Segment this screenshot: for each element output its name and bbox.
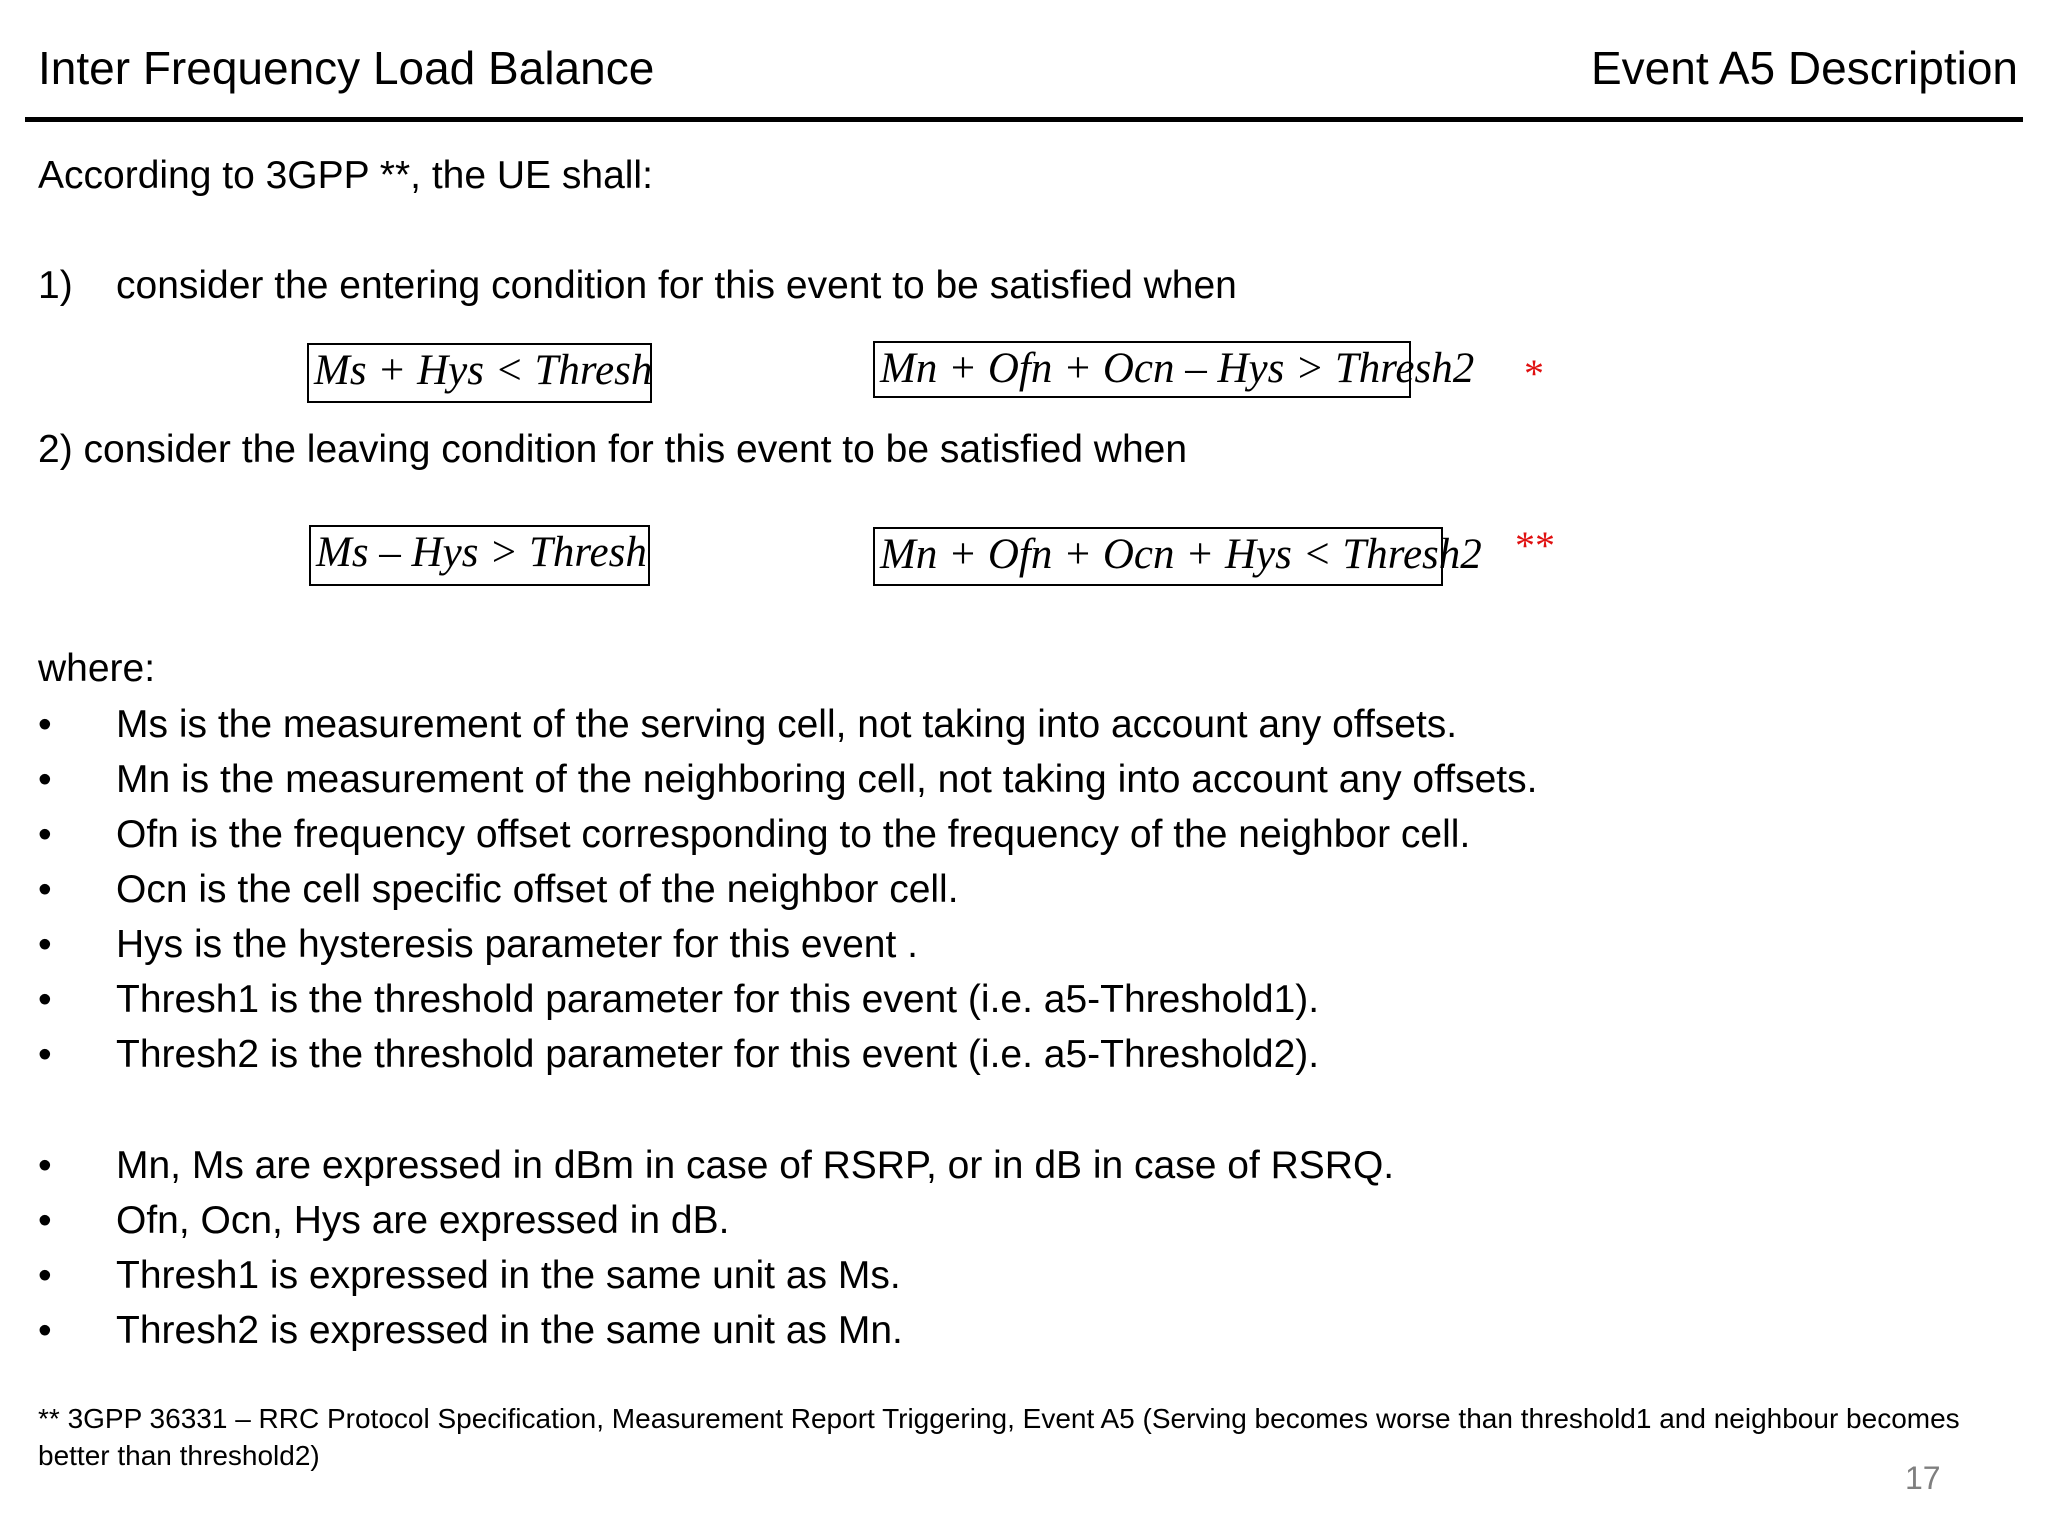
bullet-glyph: • [38,813,52,856]
list-item: • Thresh2 is the threshold parameter for this event (i.e. a5-Threshold2). [38,1027,1537,1082]
list-item: • Mn, Ms are expressed in dBm in case of RSRP, or in dB in case of RSRQ. [38,1138,1394,1193]
step-1-text: consider the entering condition for this event to be satisfied when [116,264,1237,307]
list-item: • Ms is the measurement of the serving cell, not taking into account any offsets. [38,697,1537,752]
page-number: 17 [1905,1460,1941,1496]
list-item: • Mn is the measurement of the neighboring cell, not taking into account any offsets. [38,752,1537,807]
definitions-list [38,697,1537,1082]
slide-title: Inter Frequency Load Balance [38,42,655,94]
list-item: • Ofn is the frequency offset corresponding to the frequency of the neighbor cell. [38,807,1537,862]
step-2-text: 2) consider the leaving condition for this event to be satisfied when [38,428,1188,471]
slide-subtitle: Event A5 Description [1590,42,2018,94]
list-item: • Hys is the hysteresis parameter for this event . [38,917,1537,972]
footnote: ** 3GPP 36331 – RRC Protocol Specification, Measurement Report Triggering, Event A5 (Serving becomes worse than threshold1 and neighbour becomes better than threshold2) [38,1403,1960,1471]
entering-footnote-mark: * [1524,351,1544,396]
header-divider [25,117,2023,122]
list-item: • Thresh2 is expressed in the same unit as Mn. [38,1303,1394,1358]
intro-text: According to 3GPP **, the UE shall: [38,154,653,197]
leaving-footnote-mark: ** [1515,523,1555,568]
bullet-glyph: • [38,703,52,746]
list-item: • Thresh1 is the threshold parameter for this event (i.e. a5-Threshold1). [38,972,1537,1027]
bullet-glyph: • [38,923,52,966]
list-item: • Ocn is the cell specific offset of the neighbor cell. [38,862,1537,917]
bullet-glyph: • [38,868,52,911]
entering-formula-serving: Ms + Hys < Thresh [307,343,652,403]
units-list [38,1138,1394,1358]
entering-formula-neighbor: Mn + Ofn + Ocn – Hys > Thresh2 [873,341,1411,398]
bullet-glyph: • [38,758,52,801]
bullet-glyph: • [38,1199,52,1242]
step-1 [38,262,1237,310]
where-label: where: [38,647,156,690]
bullet-glyph: • [38,1033,52,1076]
list-item: • Ofn, Ocn, Hys are expressed in dB. [38,1193,1394,1248]
leaving-formula-neighbor: Mn + Ofn + Ocn + Hys < Thresh2 [873,527,1443,586]
bullet-glyph: • [38,1254,52,1297]
step-1-number: 1) [38,264,73,307]
bullet-glyph: • [38,978,52,1021]
list-item: • Thresh1 is expressed in the same unit as Ms. [38,1248,1394,1303]
bullet-glyph: • [38,1144,52,1187]
leaving-formula-serving: Ms – Hys > Thresh [309,525,650,586]
bullet-glyph: • [38,1309,52,1352]
